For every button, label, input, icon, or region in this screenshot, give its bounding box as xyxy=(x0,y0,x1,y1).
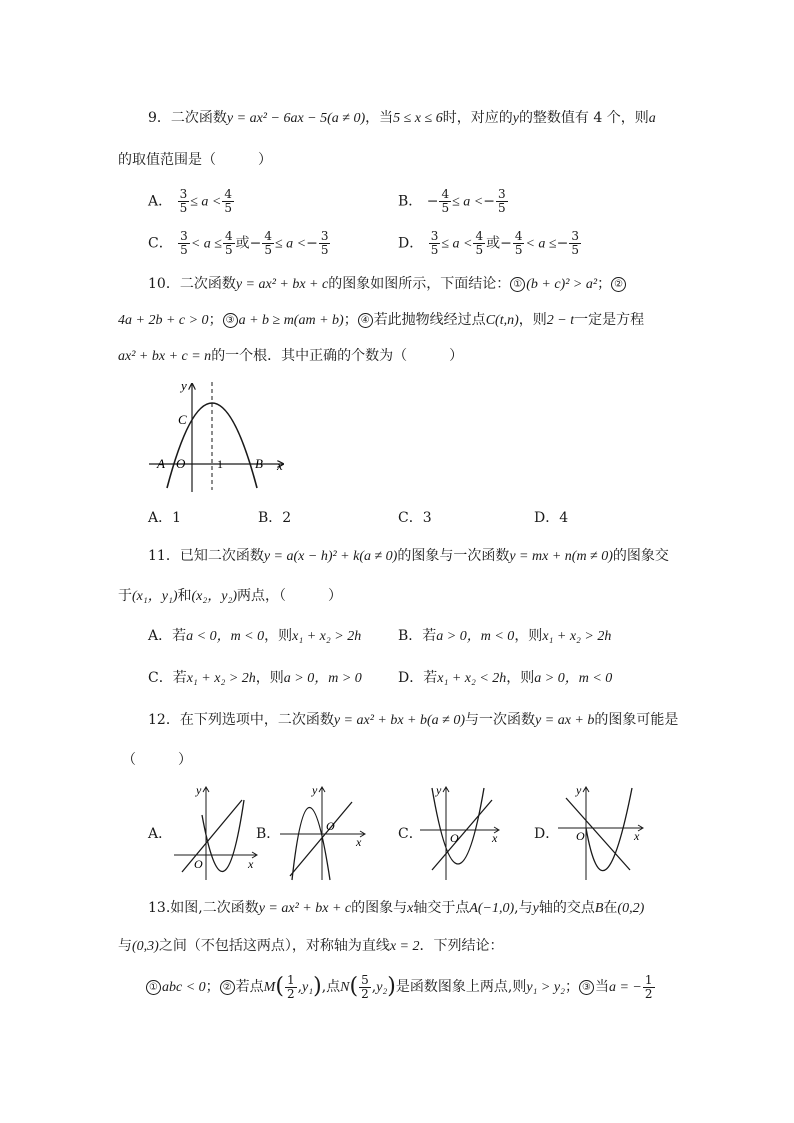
q12-option-c-label[interactable]: C． xyxy=(398,826,423,842)
q11-option-a[interactable]: A．若a < 0，m < 0，则x₁ + x₂ > 2h xyxy=(148,628,362,644)
q10-stem-line3: ax² + bx + c = n的一个根．其中正确的个数为（ ） xyxy=(118,348,464,364)
fraction-five-halves: $\frac{5}{2}$ xyxy=(361,972,369,1001)
q12-stem-line2: （ ） xyxy=(122,752,192,768)
label-y: y xyxy=(181,378,187,393)
circled-number-4: ④ xyxy=(358,313,373,328)
q10-stem-line1: 10．二次函数y = ax² + bx + c的图象如图所示，下面结论： ① (b + c)² > a²； ② xyxy=(148,274,627,295)
circled-number-2: ② xyxy=(220,980,235,995)
q12-option-c-graph xyxy=(418,780,508,882)
svg-text:x: x xyxy=(634,829,640,843)
q13-stem-line1: 13.如图,二次函数y = ax² + bx + c的图象与x轴交于点A(−1,0),与y轴的交点B在(0,2) xyxy=(148,900,645,916)
q12-stem-line1: 12．在下列选项中，二次函数y = ax² + bx + b(a ≠ 0)与一次函数y = ax + b的图象可能是 xyxy=(148,712,679,728)
circled-number-1: ① xyxy=(510,277,525,292)
fraction: $\frac{3}{5}$ xyxy=(498,187,506,215)
fraction: $\frac{4}{5}$ xyxy=(264,229,272,257)
q9-option-c[interactable]: C． $\frac{3}{5}$ < a ≤ $\frac{4}{5}$ 或− $\frac{4}{5}$ ≤ a <− $\frac{3}{5}$ xyxy=(148,229,329,257)
line-graph xyxy=(182,800,242,872)
q12-option-a-graph xyxy=(172,780,262,882)
q12-option-b-graph xyxy=(278,780,378,882)
fraction: $\frac{3}{5}$ xyxy=(430,229,439,257)
label-A: A xyxy=(157,456,165,471)
q9-stem-line2: 的取值范围是（ ） xyxy=(118,152,272,168)
parabola-curve xyxy=(432,788,484,864)
q9-option-a[interactable]: A． $\frac{3}{5}$ ≤ a < $\frac{4}{5}$ xyxy=(148,187,232,215)
svg-text:x: x xyxy=(492,831,498,845)
q10-option-d[interactable]: D．4 xyxy=(534,510,569,526)
fraction-half: $\frac{1}{2}$ xyxy=(644,972,653,1001)
parabola-curve xyxy=(202,800,244,871)
svg-text:O: O xyxy=(450,831,459,845)
line-graph xyxy=(432,800,492,870)
q11-stem-line1: 11．已知二次函数y = a(x − h)² + k(a ≠ 0)的图象与一次函数y = mx + n(m ≠ 0)的图象交 xyxy=(148,548,669,564)
q12-option-a-label[interactable]: A． xyxy=(148,826,173,842)
label-B: B xyxy=(255,456,263,471)
line-graph xyxy=(290,802,352,876)
q10-option-c[interactable]: C．3 xyxy=(398,510,432,526)
fraction: $\frac{4}{5}$ xyxy=(224,229,233,257)
circled-number-3: ③ xyxy=(223,313,238,328)
circled-number-1: ① xyxy=(146,980,161,995)
q9-option-d[interactable]: D． $\frac{3}{5}$ ≤ a < $\frac{4}{5}$ 或− $\frac{4}{5}$ < a ≤− $\frac{3}{5}$ xyxy=(398,229,579,257)
q12-option-d-label[interactable]: D． xyxy=(534,826,560,842)
fraction: $\frac{3}{5}$ xyxy=(571,229,579,257)
svg-text:x: x xyxy=(248,857,254,871)
fraction: $\frac{4}{5}$ xyxy=(441,187,450,215)
q10-option-b[interactable]: B．2 xyxy=(258,510,292,526)
q10-stem-line2: 4a + 2b + c > 0； ③ a + b ≥ m(am + b)； ④ 若此抛物线经过点C(t,n)，则2 − t一定是方程 xyxy=(118,312,645,328)
svg-text:y: y xyxy=(576,783,582,797)
q12-option-b-label[interactable]: B． xyxy=(256,826,281,842)
q9-stem-line1: 9．二次函数y = ax² − 6ax − 5(a ≠ 0)，当5 ≤ x ≤ 6时，对应的y的整数值有 4 个，则a xyxy=(148,110,656,126)
svg-text:O: O xyxy=(576,829,585,843)
fraction: $\frac{4}{5}$ xyxy=(475,229,484,257)
fraction: $\frac{4}{5}$ xyxy=(514,229,523,257)
svg-text:O: O xyxy=(194,857,203,871)
q13-stem-line3: ① abc < 0； ② 若点M( $\frac{1}{2}$ ,y₁),点N( $\frac{5}{2}$ ,y₂)是函数图象上两点,则y₁ > y₂； ③ 当a = − $\frac{1}{2}$ xyxy=(146,972,656,1003)
svg-text:x: x xyxy=(356,835,362,849)
fraction: $\frac{4}{5}$ xyxy=(224,187,232,215)
svg-text:y: y xyxy=(436,783,442,797)
label-x: x xyxy=(277,458,283,473)
fraction: $\frac{3}{5}$ xyxy=(320,229,329,257)
svg-text:y: y xyxy=(196,783,202,797)
svg-text:O: O xyxy=(326,819,335,833)
q11-option-b[interactable]: B．若a > 0，m < 0，则x₁ + x₂ > 2h xyxy=(398,628,612,644)
fraction: $\frac{3}{5}$ xyxy=(180,229,188,257)
circled-number-2: ② xyxy=(611,277,626,292)
svg-text:y: y xyxy=(312,783,318,797)
q11-option-c[interactable]: C．若x₁ + x₂ > 2h，则a > 0，m > 0 xyxy=(148,670,362,686)
fraction-half: $\frac{1}{2}$ xyxy=(286,972,295,1001)
label-1: 1 xyxy=(217,457,223,471)
q11-option-d[interactable]: D．若x₁ + x₂ < 2h，则a > 0，m < 0 xyxy=(398,670,613,686)
circled-number-3: ③ xyxy=(579,980,594,995)
q10-option-a[interactable]: A．1 xyxy=(148,510,182,526)
q9-option-b[interactable]: B． − $\frac{4}{5}$ ≤ a <− $\frac{3}{5}$ xyxy=(398,187,506,215)
parabola-curve xyxy=(292,808,330,881)
parabola-curve xyxy=(586,788,632,871)
q12-option-d-graph xyxy=(556,780,656,882)
q11-stem-line2: 于(x₁，y₁)和(x₂，y₂)两点，（ ） xyxy=(118,588,342,604)
label-O: O xyxy=(176,456,186,471)
fraction: $\frac{3}{5}$ xyxy=(179,187,188,215)
q10-parabola-graph xyxy=(145,378,295,498)
q13-stem-line2: 与(0,3)之间（不包括这两点），对称轴为直线x = 2．下列结论： xyxy=(118,938,504,954)
label-C: C xyxy=(178,412,187,427)
